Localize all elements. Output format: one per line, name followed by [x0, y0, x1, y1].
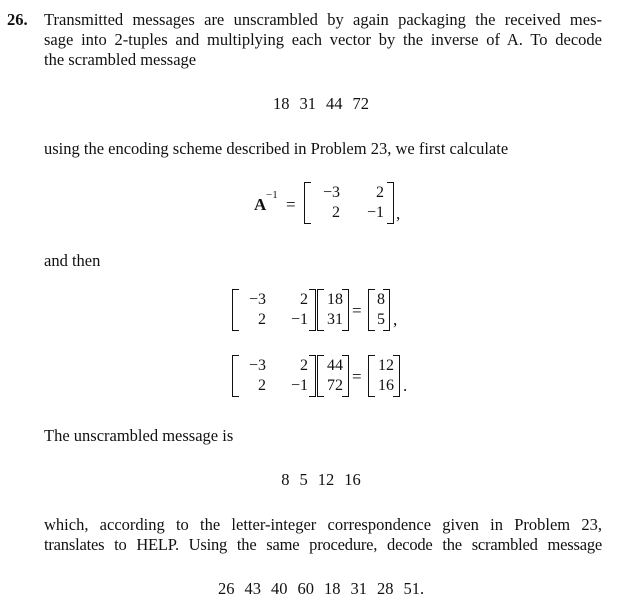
- equals-sign: =: [352, 301, 362, 320]
- matrix-cell: −3: [248, 291, 266, 308]
- vector-cell: 72: [327, 377, 343, 394]
- unscrambled-number: 5: [299, 470, 308, 489]
- scrambled-number: 44: [326, 94, 343, 113]
- matrix-cell: −3: [322, 184, 340, 201]
- unscrambled-message: [0, 470, 642, 490]
- right-bracket: [309, 289, 316, 331]
- which-line-2: translates to HELP. Using the same procedure, decode the scrambled message: [44, 535, 602, 554]
- matrix-cell: −1: [366, 204, 384, 221]
- matrix-cell: 2: [332, 204, 340, 221]
- left-bracket: [232, 289, 239, 331]
- final-number: 60: [297, 579, 314, 598]
- equals-sign: =: [286, 195, 296, 214]
- left-bracket: [232, 355, 239, 397]
- result-vector: [368, 289, 390, 331]
- right-bracket: [342, 355, 349, 397]
- right-bracket: [342, 289, 349, 331]
- vector-cell: 18: [327, 291, 343, 308]
- final-number: 40: [270, 579, 288, 598]
- vector-cell: 44: [327, 357, 343, 374]
- result-vector: [368, 355, 400, 397]
- matrix-cell: −1: [290, 377, 308, 394]
- vector-cell: 12: [378, 357, 394, 374]
- vector-cell: 16: [378, 377, 394, 394]
- calc-line: using the encoding scheme described in Problem 23, we first calculate: [44, 139, 509, 158]
- right-bracket: [309, 355, 316, 397]
- scrambled-number: 72: [352, 94, 369, 113]
- trailing-comma: ,: [396, 204, 401, 223]
- scrambled-number: 31: [299, 94, 316, 113]
- matrix-cell: 2: [258, 311, 266, 328]
- final-number: 31: [350, 579, 367, 598]
- scrambled-vector: [317, 289, 349, 331]
- matrix-cell: 2: [376, 184, 384, 201]
- scrambled-vector: [317, 355, 349, 397]
- matrix-cell: −1: [290, 311, 308, 328]
- final-number: 18: [323, 579, 341, 598]
- unscrambled-number: 16: [344, 470, 361, 489]
- final-number: 43: [244, 579, 261, 598]
- inverse-superscript: −1: [266, 189, 278, 201]
- final-scrambled-message: [0, 579, 642, 599]
- matrix-cell: 2: [300, 291, 308, 308]
- final-number: 28: [376, 579, 394, 598]
- scrambled-message: [0, 94, 642, 114]
- vector-cell: 31: [327, 311, 343, 328]
- and-then-text: and then: [44, 251, 101, 270]
- which-line-1: which, according to the letter-integer correspondence given in Problem 23,: [44, 515, 602, 534]
- vector-cell: 8: [377, 291, 385, 308]
- matrix-cell: −3: [248, 357, 266, 374]
- matrix-cell: 2: [258, 377, 266, 394]
- trailing-period: .: [403, 376, 408, 395]
- intro-line-2: sage into 2-tuples and multiplying each vector by the inverse of A. To decode: [44, 30, 602, 49]
- unscrambled-number: 8: [281, 470, 290, 489]
- final-number: 51.: [403, 579, 425, 598]
- trailing-comma: ,: [393, 310, 398, 329]
- unscrambled-number: 12: [317, 470, 335, 489]
- scrambled-number: 18: [273, 94, 290, 113]
- coefficient-matrix: [232, 355, 316, 397]
- left-bracket: [304, 182, 311, 224]
- matrix-cell: 2: [300, 357, 308, 374]
- inverse-matrix: [304, 182, 394, 224]
- vector-cell: 5: [377, 311, 385, 328]
- matrix-a-label: A: [254, 195, 267, 214]
- right-bracket: [387, 182, 394, 224]
- coefficient-matrix: [232, 289, 316, 331]
- equals-sign: =: [352, 367, 362, 386]
- right-bracket: [393, 355, 400, 397]
- unscrambled-label: The unscrambled message is: [44, 426, 234, 445]
- intro-line-3: the scrambled message: [44, 50, 197, 69]
- final-number: 26: [217, 579, 235, 598]
- problem-number: 26.: [7, 10, 28, 29]
- intro-line-1: Transmitted messages are unscrambled by again packaging the received mes-: [44, 10, 602, 29]
